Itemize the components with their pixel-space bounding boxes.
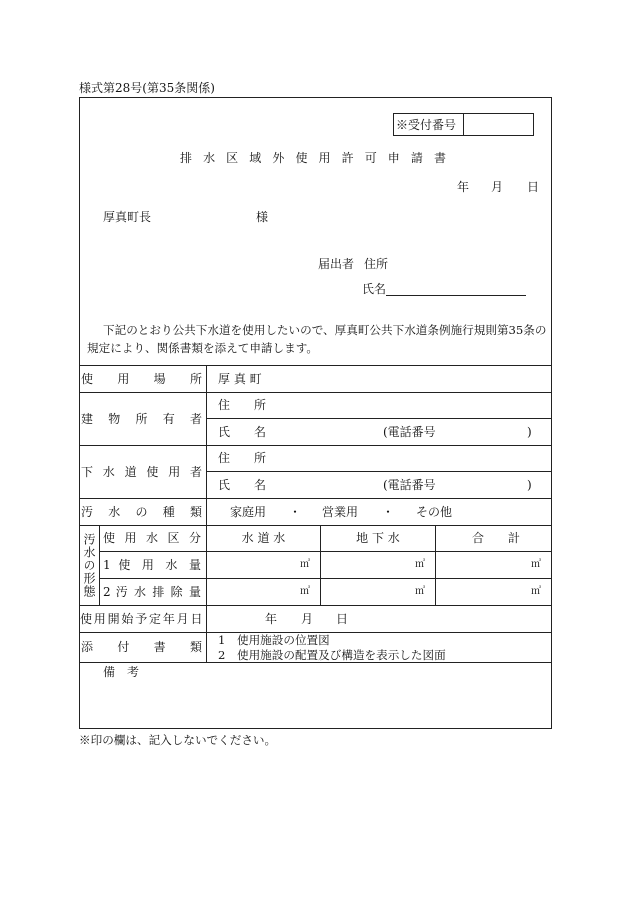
column-header-text: 水 道 水 xyxy=(241,531,286,545)
attachments-label-text: 添 付 書 類 xyxy=(81,640,202,654)
reception-number-label xyxy=(396,113,462,136)
building-owner-name-label-text: 氏 名 xyxy=(218,424,267,439)
form-title xyxy=(180,151,446,165)
unit-cubic-meter: ㎥ xyxy=(415,585,425,597)
start-date-year-text: 年 xyxy=(265,611,278,626)
unit-cubic-meter: ㎥ xyxy=(531,558,541,570)
sewage-discharge-tap-cell xyxy=(207,578,320,605)
sewage-discharge-label-text: 2 汚 水 排 除 量 xyxy=(103,584,201,599)
water-usage-ground-cell xyxy=(321,551,435,578)
sewage-form-label-text: 汚水の形態 xyxy=(82,532,96,598)
building-owner-phone-label xyxy=(383,418,436,445)
column-header-total xyxy=(441,525,551,551)
sewage-discharge-ground-cell xyxy=(321,578,435,605)
application-statement: 下記のとおり公共下水道を使用したいので、厚真町公共下水道条例施行規則第35条の規定により、関係書類を添えて申請します。 xyxy=(87,323,547,355)
sewage-discharge-total-cell xyxy=(436,578,551,605)
applicant-name-underline xyxy=(386,295,526,296)
water-usage-total-cell xyxy=(436,551,551,578)
applicant-name-label: 氏名 xyxy=(362,282,387,296)
table-column-rule xyxy=(206,365,207,662)
sewer-user-phone-label xyxy=(383,471,436,498)
sewage-type-separator-text: ・ xyxy=(382,504,395,519)
water-usage-label xyxy=(103,551,201,578)
building-owner-phone-close xyxy=(527,418,532,445)
sewer-user-address-label-text: 住 所 xyxy=(218,451,267,465)
attachments-label xyxy=(81,632,202,662)
sewage-type-separator-text: ・ xyxy=(289,504,302,519)
sewer-user-label-text: 下 水 道 使 用 者 xyxy=(81,464,202,479)
reception-number-label-text: ※受付番号 xyxy=(396,117,457,132)
column-header-text: 合 計 xyxy=(471,531,520,545)
building-owner-address-label xyxy=(218,392,266,418)
start-date-label xyxy=(80,605,204,632)
sewage-type-label-text: 汚 水 の 種 類 xyxy=(81,504,202,519)
date-day: 日 xyxy=(527,180,540,194)
start-date-month xyxy=(301,605,313,632)
sewage-type-option-business xyxy=(322,498,358,525)
form-title-text: 排 水 区 域 外 使 用 許 可 申 請 書 xyxy=(180,151,446,165)
sewage-type-separator xyxy=(289,498,301,525)
sewage-form-label xyxy=(79,525,99,605)
table-column-rule xyxy=(99,525,100,605)
location-label-text: 使 用 場 所 xyxy=(81,371,202,386)
location-label xyxy=(81,365,202,392)
sewer-user-address-label xyxy=(218,445,266,471)
sewage-discharge-label xyxy=(103,578,201,605)
sewage-type-option-text: 営業用 xyxy=(322,504,359,519)
sewer-user-name-label xyxy=(218,471,266,498)
date-year: 年 xyxy=(457,180,470,194)
addressee-name: 厚真町長 xyxy=(103,210,152,224)
water-usage-label-text: 1 使 用 水 量 xyxy=(103,557,201,572)
sewage-type-option-text: その他 xyxy=(416,504,453,519)
building-owner-label-text: 建 物 所 有 者 xyxy=(81,411,202,426)
start-date-day xyxy=(336,605,348,632)
column-header-tap-water xyxy=(207,525,320,551)
water-usage-tap-cell xyxy=(207,551,320,578)
unit-cubic-meter: ㎥ xyxy=(415,558,425,570)
unit-cubic-meter: ㎥ xyxy=(300,585,310,597)
date-month: 月 xyxy=(491,180,504,194)
sewage-type-option-household xyxy=(230,498,266,525)
building-owner-name-label xyxy=(218,418,266,445)
start-date-month-text: 月 xyxy=(301,611,314,626)
footnote: ※印の欄は、記入しないでください。 xyxy=(79,733,277,747)
remarks-label: 備 考 xyxy=(103,665,140,679)
attachment-item: 1 使用施設の位置図 xyxy=(218,633,330,647)
building-owner-label xyxy=(81,392,202,445)
building-owner-phone-open: (電話番号 xyxy=(383,424,436,439)
building-owner-phone-close-text: ) xyxy=(527,424,532,439)
start-date-label-text: 使用開始予定年月日 xyxy=(80,611,204,626)
form-number: 様式第28号(第35条関係) xyxy=(79,81,215,95)
column-header-groundwater xyxy=(321,525,435,551)
reception-box-divider xyxy=(463,113,464,135)
start-date-year xyxy=(265,605,277,632)
sewer-user-phone-close-text: ) xyxy=(527,477,532,492)
building-owner-address-label-text: 住 所 xyxy=(218,398,267,412)
water-category-label xyxy=(103,525,201,551)
start-date-day-text: 日 xyxy=(336,611,349,626)
sewer-user-phone-open: (電話番号 xyxy=(383,477,436,492)
sewage-type-option-other xyxy=(416,498,452,525)
unit-cubic-meter: ㎥ xyxy=(531,585,541,597)
sewer-user-label xyxy=(81,445,202,498)
addressee-honorific: 様 xyxy=(256,210,269,224)
attachment-item: 2 使用施設の配置及び構造を表示した図面 xyxy=(218,648,446,662)
water-category-label-text: 使 用 水 区 分 xyxy=(103,531,201,545)
sewage-type-option-text: 家庭用 xyxy=(230,504,267,519)
column-header-text: 地 下 水 xyxy=(356,531,400,545)
sewer-user-phone-close xyxy=(527,471,532,498)
sewage-type-label xyxy=(81,498,202,525)
unit-cubic-meter: ㎥ xyxy=(300,558,310,570)
applicant-label: 届出者 xyxy=(318,257,355,271)
applicant-address-label: 住所 xyxy=(364,257,389,271)
sewage-type-separator xyxy=(382,498,394,525)
sewer-user-name-label-text: 氏 名 xyxy=(218,477,267,492)
location-value xyxy=(218,365,262,392)
location-value-text: 厚 真 町 xyxy=(218,371,262,386)
